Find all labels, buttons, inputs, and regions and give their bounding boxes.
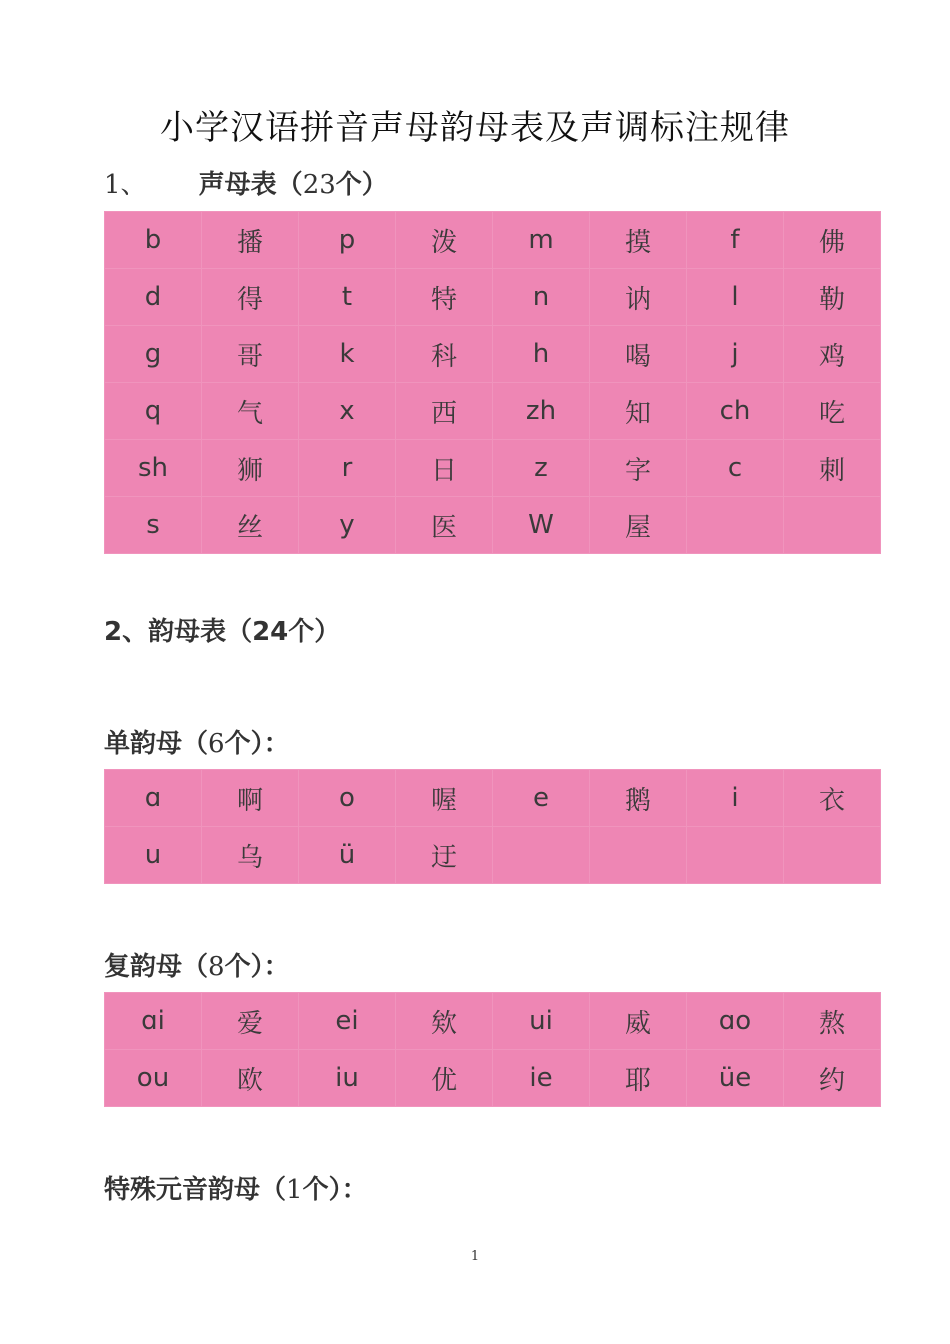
- table-cell: 熬: [784, 993, 881, 1050]
- table-cell: 乌: [202, 827, 299, 884]
- table-cell: o: [299, 770, 396, 827]
- table-cell: ui: [493, 993, 590, 1050]
- table-cell: ɑ: [105, 770, 202, 827]
- page-number: 1: [470, 1249, 480, 1264]
- compound-finals-table: [104, 992, 881, 1107]
- page-title: 小学汉语拼音声母韵母表及声调标注规律: [160, 108, 790, 148]
- simple-finals-heading: [104, 723, 290, 760]
- section-initials-heading: [104, 164, 388, 201]
- table-cell: m: [493, 212, 590, 269]
- table-cell: q: [105, 383, 202, 440]
- table-cell: ɑo: [687, 993, 784, 1050]
- table-cell: 吃: [784, 383, 881, 440]
- simple-finals-table: [104, 769, 881, 884]
- table-cell: zh: [493, 383, 590, 440]
- table-cell: j: [687, 326, 784, 383]
- table-cell: 喔: [396, 770, 493, 827]
- table-cell: 知: [590, 383, 687, 440]
- table-row: [105, 497, 881, 554]
- table-cell: l: [687, 269, 784, 326]
- table-cell: [687, 827, 784, 884]
- table-cell: 摸: [590, 212, 687, 269]
- table-cell: b: [105, 212, 202, 269]
- section-finals-heading: 2、韵母表（24个）: [104, 617, 341, 647]
- table-cell: n: [493, 269, 590, 326]
- table-cell: ɑi: [105, 993, 202, 1050]
- table-cell: [687, 497, 784, 554]
- table-row: [105, 770, 881, 827]
- table-cell: 屋: [590, 497, 687, 554]
- heading-suffix: 个）：: [224, 952, 290, 982]
- table-cell: 迂: [396, 827, 493, 884]
- table-cell: 衣: [784, 770, 881, 827]
- table-cell: [493, 827, 590, 884]
- heading-count: 1: [286, 1175, 303, 1205]
- table-cell: 威: [590, 993, 687, 1050]
- table-row: [105, 1050, 881, 1107]
- table-cell: [784, 497, 881, 554]
- table-cell: 耶: [590, 1050, 687, 1107]
- heading-count: 6: [208, 729, 225, 759]
- table-cell: x: [299, 383, 396, 440]
- heading-label: 特殊元音韵母（: [104, 1175, 287, 1205]
- table-cell: z: [493, 440, 590, 497]
- table-cell: ei: [299, 993, 396, 1050]
- table-cell: 欸: [396, 993, 493, 1050]
- table-cell: 科: [396, 326, 493, 383]
- table-cell: 日: [396, 440, 493, 497]
- table-cell: sh: [105, 440, 202, 497]
- table-cell: ch: [687, 383, 784, 440]
- table-cell: k: [299, 326, 396, 383]
- table-cell: p: [299, 212, 396, 269]
- table-cell: W: [493, 497, 590, 554]
- table-cell: 爱: [202, 993, 299, 1050]
- table-cell: 鹅: [590, 770, 687, 827]
- heading-count: 8: [208, 952, 225, 982]
- table-cell: 哥: [202, 326, 299, 383]
- table-cell: r: [299, 440, 396, 497]
- heading-suffix: 个）：: [302, 1175, 368, 1205]
- table-cell: h: [493, 326, 590, 383]
- table-cell: 西: [396, 383, 493, 440]
- table-cell: t: [299, 269, 396, 326]
- table-cell: u: [105, 827, 202, 884]
- table-cell: f: [687, 212, 784, 269]
- table-cell: [784, 827, 881, 884]
- special-finals-heading: [104, 1169, 368, 1206]
- table-cell: 刺: [784, 440, 881, 497]
- table-row: [105, 212, 881, 269]
- heading-label: 复韵母（: [104, 952, 209, 982]
- section-suffix: 个）: [335, 170, 388, 200]
- section-label: 声母表（: [198, 170, 303, 200]
- table-cell: 气: [202, 383, 299, 440]
- table-cell: [590, 827, 687, 884]
- section-number: 1、: [104, 170, 147, 200]
- heading-label: 单韵母（: [104, 729, 209, 759]
- table-cell: üe: [687, 1050, 784, 1107]
- table-row: [105, 440, 881, 497]
- table-cell: 勒: [784, 269, 881, 326]
- table-cell: g: [105, 326, 202, 383]
- table-row: [105, 326, 881, 383]
- table-cell: 特: [396, 269, 493, 326]
- table-cell: ou: [105, 1050, 202, 1107]
- table-cell: ü: [299, 827, 396, 884]
- section-count: 23: [302, 170, 336, 200]
- table-row: [105, 827, 881, 884]
- table-cell: 讷: [590, 269, 687, 326]
- table-cell: 泼: [396, 212, 493, 269]
- table-cell: 医: [396, 497, 493, 554]
- initials-table: [104, 211, 881, 554]
- table-cell: 约: [784, 1050, 881, 1107]
- table-cell: d: [105, 269, 202, 326]
- table-cell: 得: [202, 269, 299, 326]
- table-cell: 啊: [202, 770, 299, 827]
- heading-suffix: 个）：: [224, 729, 290, 759]
- table-row: [105, 269, 881, 326]
- table-cell: 佛: [784, 212, 881, 269]
- table-cell: 喝: [590, 326, 687, 383]
- table-cell: 欧: [202, 1050, 299, 1107]
- table-cell: e: [493, 770, 590, 827]
- table-cell: 优: [396, 1050, 493, 1107]
- table-cell: 字: [590, 440, 687, 497]
- table-row: [105, 993, 881, 1050]
- table-cell: c: [687, 440, 784, 497]
- table-cell: 狮: [202, 440, 299, 497]
- table-cell: i: [687, 770, 784, 827]
- compound-finals-heading: [104, 946, 290, 983]
- table-cell: s: [105, 497, 202, 554]
- table-cell: 播: [202, 212, 299, 269]
- table-cell: 丝: [202, 497, 299, 554]
- table-cell: y: [299, 497, 396, 554]
- table-cell: 鸡: [784, 326, 881, 383]
- table-row: [105, 383, 881, 440]
- table-cell: ie: [493, 1050, 590, 1107]
- table-cell: iu: [299, 1050, 396, 1107]
